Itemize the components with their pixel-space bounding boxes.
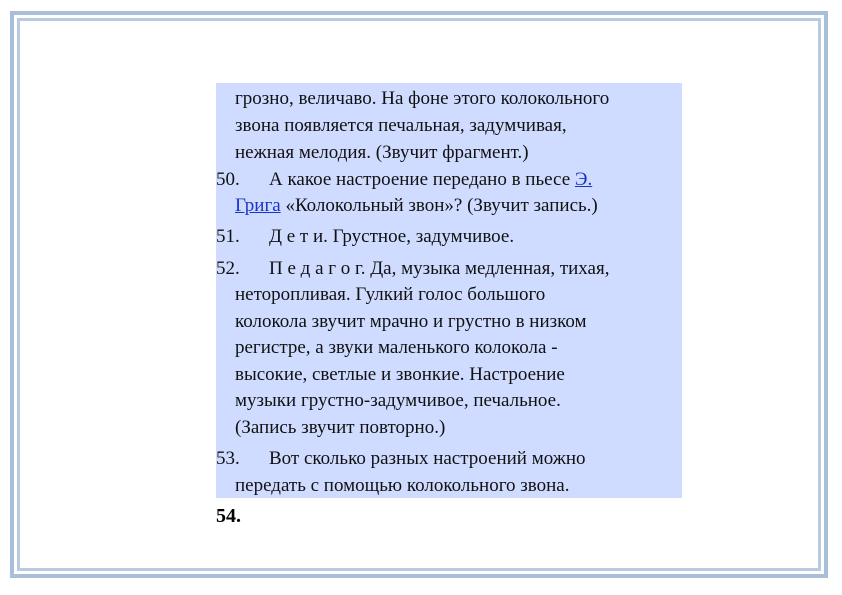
list-item-52-line: неторопливая. Гулкий голос большого bbox=[235, 284, 546, 305]
list-item-52-line: высокие, светлые и звонкие. Настроение bbox=[235, 364, 565, 385]
item-number: 51. bbox=[216, 226, 240, 247]
item-text: Грустное, задумчивое. bbox=[327, 226, 515, 247]
speaker-label: Д е т и. bbox=[269, 226, 328, 247]
item-text: «Колокольный звон»? (Звучит запись.) bbox=[280, 195, 598, 216]
item-number: 50. bbox=[216, 169, 240, 190]
list-item-51 bbox=[216, 225, 682, 249]
list-item-50 bbox=[216, 168, 682, 192]
item-text: Да, музыка медленная, тихая, bbox=[365, 258, 610, 279]
speaker-label: П е д а г о г. bbox=[269, 258, 366, 279]
grieg-link-part1[interactable]: Э. bbox=[574, 169, 593, 190]
list-item-53-line: передать с помощью колокольного звона. bbox=[235, 475, 570, 496]
intro-line: звона появляется печальная, задумчивая, bbox=[235, 115, 567, 136]
item-number: 53. bbox=[216, 448, 240, 469]
intro-line: грозно, величаво. На фоне этого колокольного bbox=[235, 88, 610, 109]
text-block bbox=[216, 83, 682, 498]
list-item-52 bbox=[216, 257, 682, 281]
item-text: Вот сколько разных настроений можно bbox=[269, 448, 586, 469]
item-text: А какое настроение передано в пьесе bbox=[269, 169, 575, 190]
list-item-52-line: музыки грустно-задумчивое, печальное. bbox=[235, 390, 561, 411]
grieg-link-part2[interactable]: Грига bbox=[235, 195, 281, 216]
list-item-52-line: (Запись звучит повторно.) bbox=[235, 417, 446, 438]
list-item-52-line: регистре, а звуки маленького колокола - bbox=[235, 337, 558, 358]
list-item-50-cont bbox=[235, 194, 598, 218]
intro-line: нежная мелодия. (Звучит фрагмент.) bbox=[235, 142, 529, 163]
next-item-number: 54. bbox=[216, 505, 241, 527]
list-item-53 bbox=[216, 447, 682, 471]
list-item-52-line: колокола звучит мрачно и грустно в низком bbox=[235, 311, 587, 332]
item-number: 52. bbox=[216, 258, 240, 279]
